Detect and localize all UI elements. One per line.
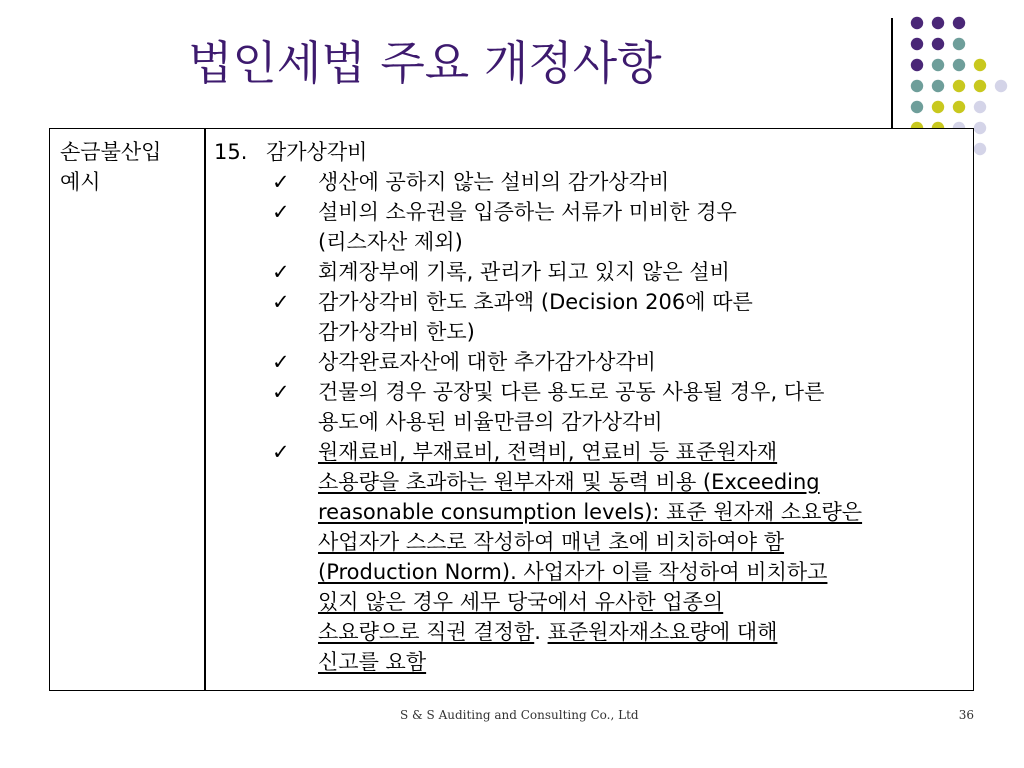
check-bullet (214, 257, 964, 287)
decorative-dot (911, 101, 923, 113)
decorative-dot (911, 59, 923, 71)
bullet-text-line (318, 587, 964, 617)
bullet-text-line (318, 377, 964, 407)
bullet-text-line (318, 437, 964, 467)
text-segment: 설비의 소유권을 입증하는 서류가 미비한 경우 (318, 200, 737, 224)
underlined-text: 소요량으로 직권 결정함 (318, 620, 535, 644)
bullet-text-line (318, 227, 964, 257)
item-heading (214, 137, 964, 167)
text-segment: (리스자산 제외) (318, 230, 463, 254)
checkmark-icon: ✓ (272, 380, 290, 404)
text-segment: 상각완료자산에 대한 추가감가상각비 (318, 350, 656, 374)
decorative-dot (911, 38, 923, 50)
underlined-text: 원재료비, 부재료비, 전력비, 연료비 등 표준원자재 (318, 440, 778, 464)
decorative-dot (953, 38, 965, 50)
decorative-dot (911, 80, 923, 92)
decorative-dot (974, 59, 986, 71)
page-number: 36 (958, 708, 974, 722)
text-segment: . (534, 620, 548, 644)
check-bullet (214, 377, 964, 437)
bullet-text-line (318, 197, 964, 227)
decorative-dot (953, 80, 965, 92)
decorative-dot (953, 101, 965, 113)
bullet-text-line (318, 257, 964, 287)
bullet-text (318, 197, 964, 257)
bullet-text (318, 287, 964, 347)
decorative-dot (953, 59, 965, 71)
checkmark-icon: ✓ (272, 170, 290, 194)
category-cell (60, 137, 200, 197)
bullet-text-line (318, 407, 964, 437)
check-bullet (214, 347, 964, 377)
text-segment: 감가상각비 한도 초과액 (Decision 206에 따른 (318, 290, 753, 314)
table-column-divider (204, 129, 206, 690)
bullet-text (318, 167, 964, 197)
item-number: 15. (214, 140, 248, 164)
decorative-dot (953, 17, 965, 29)
bullet-text-line (318, 647, 964, 677)
underlined-text: 사업자가 스스로 작성하여 매년 초에 비치하여야 함 (318, 530, 785, 554)
item-title: 감가상각비 (266, 140, 368, 164)
decorative-dot (974, 80, 986, 92)
check-bullet (214, 287, 964, 347)
underlined-text: 있지 않은 경우 세무 당국에서 유사한 업종의 (318, 590, 724, 614)
bullet-text-line (318, 347, 964, 377)
checkmark-icon: ✓ (272, 440, 290, 464)
bullet-text (318, 437, 964, 677)
bullet-text (318, 347, 964, 377)
underlined-text: reasonable consumption levels): 표준 원자재 소요량은 (318, 500, 863, 524)
bullet-text-line (318, 617, 964, 647)
bullet-text-line (318, 527, 964, 557)
checkmark-icon: ✓ (272, 200, 290, 224)
underlined-text: 소용량을 초과하는 원부자재 및 동력 비용 (Exceeding (318, 470, 820, 494)
underlined-text: 표준원자재소요량에 대해 (547, 620, 778, 644)
decorative-dot (995, 80, 1007, 92)
underlined-text: 신고를 요함 (318, 650, 427, 674)
check-bullet (214, 197, 964, 257)
text-segment: 생산에 공하지 않는 설비의 감가상각비 (318, 170, 670, 194)
footer-company: S & S Auditing and Consulting Co., Ltd (400, 708, 639, 722)
category-label-line: 예시 (60, 170, 101, 194)
category-label-line: 손금불산입 (60, 140, 162, 164)
text-segment: 감가상각비 한도) (318, 320, 475, 344)
detail-cell (214, 137, 964, 677)
decorative-dot (932, 80, 944, 92)
decorative-dot (932, 59, 944, 71)
check-bullet (214, 167, 964, 197)
slide-title: 법인세법 주요 개정사항 (188, 36, 662, 90)
bullet-text-line (318, 317, 964, 347)
bullet-text (318, 377, 964, 437)
decorative-dot (974, 143, 986, 155)
decorative-dot (932, 38, 944, 50)
checkmark-icon: ✓ (272, 290, 290, 314)
text-segment: 회계장부에 기록, 관리가 되고 있지 않은 설비 (318, 260, 730, 284)
bullet-text (318, 257, 964, 287)
text-segment: 건물의 경우 공장및 다른 용도로 공동 사용될 경우, 다른 (318, 380, 825, 404)
underlined-text: (Production Norm). 사업자가 이를 작성하여 비치하고 (318, 560, 828, 584)
checkmark-icon: ✓ (272, 350, 290, 374)
content-table (49, 128, 974, 691)
check-bullet (214, 437, 964, 677)
decorative-dot (911, 17, 923, 29)
decorative-dot (932, 101, 944, 113)
bullet-text-line (318, 287, 964, 317)
bullet-text-line (318, 467, 964, 497)
decorative-dot (932, 17, 944, 29)
checkmark-icon: ✓ (272, 260, 290, 284)
bullet-text-line (318, 557, 964, 587)
bullet-text-line (318, 497, 964, 527)
decorative-dot (974, 122, 986, 134)
bullet-list (214, 167, 964, 677)
decorative-dot (974, 101, 986, 113)
text-segment: 용도에 사용된 비율만큼의 감가상각비 (318, 410, 663, 434)
bullet-text-line (318, 167, 964, 197)
